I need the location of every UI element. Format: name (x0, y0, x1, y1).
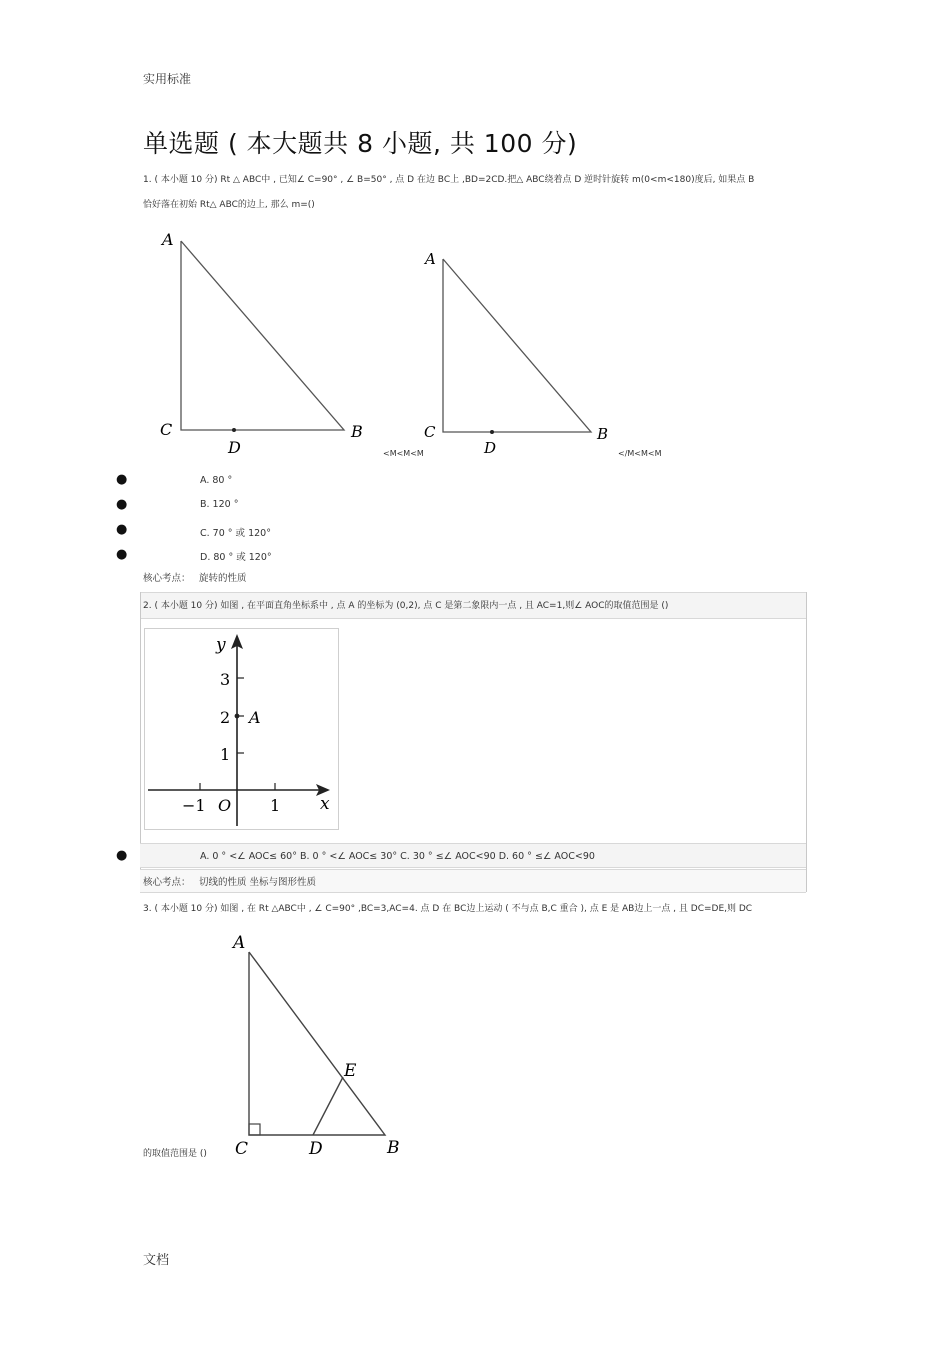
q3-label-b: B (387, 1138, 400, 1158)
q1-option-d-bullet: ● (116, 547, 128, 562)
q2-tick-2: 2 (220, 708, 231, 727)
q2-keypoint-label: 核心考点： (143, 877, 191, 888)
q2-options-bullet: ● (116, 848, 128, 863)
q2-tick-x-1: 1 (270, 796, 281, 815)
q3-label-e: E (344, 1061, 357, 1081)
q1-fig2-label-a: A (425, 250, 436, 268)
q3-text-line1: 3. ( 本小题 10 分) 如图 , 在 Rt △ABC中 , ∠ C=90° ,BC=3,AC=4. 点 D 在 BC边上运动 ( 不与点 B,C 重合 ), 点 E 是 AB边上一点 , 且 DC=DE,则 DC (143, 904, 753, 914)
q2-tick-3: 3 (220, 670, 231, 689)
q1-fig1-label-c: C (160, 420, 173, 439)
q1-fig2-label-d: D (484, 439, 497, 457)
q1-keypoint-label: 核心考点： (143, 573, 191, 584)
q3-figure-triangle (225, 928, 415, 1163)
q1-option-b-bullet: ● (116, 497, 128, 512)
q1-option-b[interactable]: B. 120 ° (200, 499, 239, 510)
q1-option-d[interactable]: D. 80 ° 或 120° (200, 552, 272, 563)
q1-figure-original-triangle (150, 225, 380, 460)
q2-axis-y-label: y (216, 635, 226, 655)
q3-label-c: C (235, 1139, 249, 1159)
q1-option-a-bullet: ● (116, 472, 128, 487)
q3-label-d: D (309, 1139, 323, 1159)
page-footer: 文档 (143, 1253, 170, 1268)
q2-tick-minus-1: −1 (182, 796, 206, 815)
q2-keypoint: 切线的性质 坐标与图形性质 (199, 877, 317, 888)
q2-origin-label: O (218, 796, 232, 815)
q2-tick-1: 1 (220, 745, 231, 764)
q1-figure-rotated-triangle (415, 245, 625, 460)
q1-fig2-label-b: B (597, 425, 609, 443)
q1-text-line2: 恰好落在初始 Rt△ ABC的边上, 那么 m=() (143, 200, 315, 210)
q1-figure-label-right: </M<M<M (618, 449, 662, 458)
q1-figure-label-mid: <M<M<M (383, 449, 424, 458)
q1-fig1-label-b: B (351, 422, 363, 441)
q2-text-line1: 2. ( 本小题 10 分) 如图 , 在平面直角坐标系中 , 点 A 的坐标为 (0,2), 点 C 是第二象限内一点 , 且 AC=1,则∠ AOC的取值范围是 () (143, 601, 669, 611)
q3-label-a: A (233, 933, 246, 953)
q2-figure-coordinate-plane (144, 628, 339, 830)
q1-fig1-label-d: D (228, 438, 241, 457)
q2-axis-x-label: x (320, 794, 330, 814)
q1-option-c-bullet: ● (116, 522, 128, 537)
q2-point-a-label: A (249, 708, 261, 727)
section-title: 单选题 ( 本大题共 8 小题, 共 100 分) (143, 129, 578, 158)
q1-option-a[interactable]: A. 80 ° (200, 475, 233, 486)
q1-keypoint: 旋转的性质 (199, 573, 247, 584)
q2-right-rule (806, 592, 807, 892)
q1-option-c[interactable]: C. 70 ° 或 120° (200, 528, 271, 539)
page-header: 实用标准 (143, 72, 192, 86)
q1-fig2-label-c: C (424, 423, 436, 441)
q2-options[interactable]: A. 0 ° <∠ AOC≤ 60° B. 0 ° <∠ AOC≤ 30° C. 30 ° ≤∠ AOC<90 D. 60 ° ≤∠ AOC<90 (200, 851, 595, 862)
q3-text-line2: 的取值范围是 () (143, 1149, 207, 1159)
q1-text-line1: 1. ( 本小题 10 分) Rt △ ABC中 , 已知∠ C=90° , ∠ B=50° , 点 D 在边 BC上 ,BD=2CD.把△ ABC绕着点 D 逆时针旋转 m(0<m<180)度后, 如果点 B (143, 175, 755, 185)
q1-fig1-label-a: A (162, 230, 174, 249)
